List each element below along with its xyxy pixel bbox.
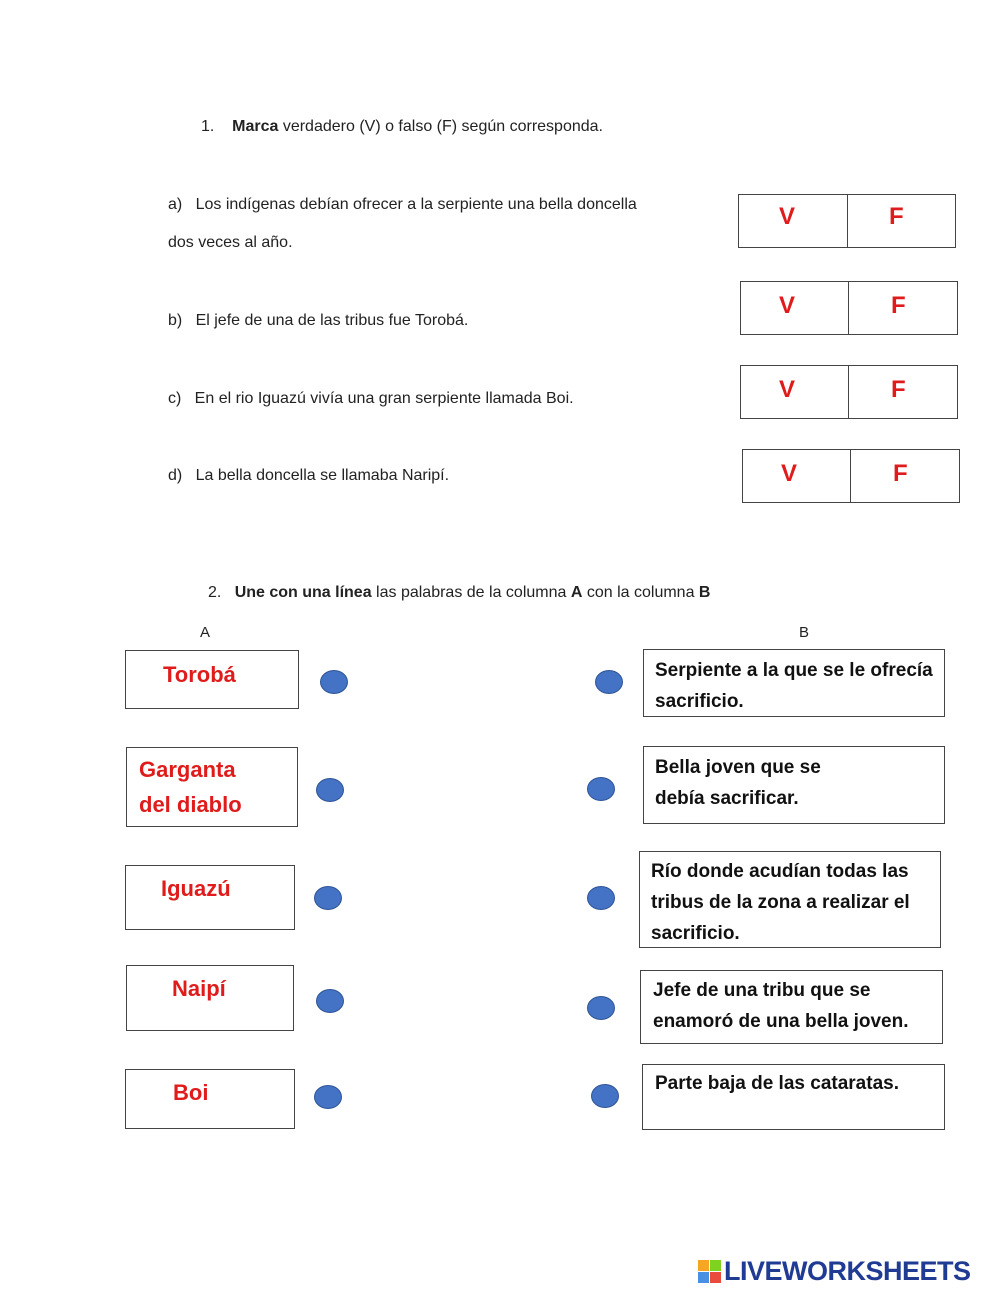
column-b-text: Río donde acudían todas las tribus de la zona a realizar el sacrificio.	[651, 861, 910, 944]
column-a-item	[126, 965, 294, 1031]
match-dot-a3[interactable]	[314, 886, 342, 910]
logo-text: LIVEWORKSHEETS	[724, 1255, 971, 1286]
column-b-text: Jefe de una tribu que se enamoró de una bella joven.	[653, 980, 909, 1032]
match-dot-b3[interactable]	[587, 886, 615, 910]
q1-rest: verdadero (V) o falso (F) según corresponda.	[278, 118, 603, 135]
q1-item-a-line2: dos veces al año.	[168, 234, 293, 251]
vf-box-c	[740, 365, 958, 419]
true-option-a[interactable]: V	[779, 203, 796, 230]
vf-divider	[848, 282, 849, 334]
column-b-item	[643, 649, 945, 717]
vf-box-d	[742, 449, 960, 503]
q1-item-a-letter: a)	[168, 196, 183, 213]
column-a-header: A	[200, 624, 211, 641]
q2-col-a-bold: A	[570, 584, 583, 601]
q1-item-c	[168, 390, 574, 408]
column-a-item	[125, 865, 295, 930]
match-dot-a4[interactable]	[316, 989, 344, 1013]
column-a-text: Garganta del diablo	[139, 757, 242, 817]
q1-bold-word: Marca	[232, 118, 279, 135]
liveworksheets-logo	[698, 1256, 971, 1286]
false-option-c[interactable]: F	[891, 376, 906, 403]
q1-item-d-letter: d)	[168, 467, 183, 484]
column-b-header: B	[799, 624, 810, 641]
column-b-item	[643, 746, 945, 824]
vf-divider	[847, 195, 848, 247]
q1-item-d	[168, 467, 449, 485]
false-option-d[interactable]: F	[893, 460, 908, 487]
match-dot-a1[interactable]	[320, 670, 348, 694]
match-dot-a2[interactable]	[316, 778, 344, 802]
q2-heading	[208, 584, 710, 602]
q1-item-b	[168, 312, 468, 330]
true-option-c[interactable]: V	[779, 376, 796, 403]
q1-item-a-text: Los indígenas debían ofrecer a la serpiente una bella doncella	[195, 196, 637, 213]
q1-item-b-letter: b)	[168, 312, 183, 329]
q2-col-b-bold: B	[698, 584, 711, 601]
q2-number: 2.	[208, 584, 222, 601]
q1-item-b-text: El jefe de una de las tribus fue Torobá.	[195, 312, 469, 329]
q1-item-d-text: La bella doncella se llamaba Naripí.	[195, 467, 450, 484]
q1-item-c-text: En el rio Iguazú vivía una gran serpiente llamada Boi.	[194, 390, 574, 407]
vf-divider	[848, 366, 849, 418]
false-option-b[interactable]: F	[891, 292, 906, 319]
match-dot-b5[interactable]	[591, 1084, 619, 1108]
vf-box-a	[738, 194, 956, 248]
match-dot-a5[interactable]	[314, 1085, 342, 1109]
q1-item-c-letter: c)	[168, 390, 182, 407]
q1-item-a-line1	[168, 196, 637, 214]
column-a-item	[125, 650, 299, 709]
column-b-item	[642, 1064, 945, 1130]
column-b-text: Serpiente a la que se le ofrecía sacrificio.	[655, 660, 933, 712]
match-dot-b4[interactable]	[587, 996, 615, 1020]
vf-box-b	[740, 281, 958, 335]
q1-number: 1.	[201, 118, 215, 135]
match-dot-b1[interactable]	[595, 670, 623, 694]
column-a-text: Torobá	[163, 662, 236, 687]
q2-mid2: con la columna	[582, 584, 699, 601]
column-b-text: Bella joven que se debía sacrificar.	[655, 757, 821, 809]
true-option-d[interactable]: V	[781, 460, 798, 487]
true-option-b[interactable]: V	[779, 292, 796, 319]
column-a-item	[125, 1069, 295, 1129]
column-b-item	[640, 970, 943, 1044]
false-option-a[interactable]: F	[889, 203, 904, 230]
q2-mid: las palabras de la columna	[371, 584, 571, 601]
logo-icon	[698, 1260, 721, 1283]
q1-heading	[201, 118, 603, 136]
column-b-text: Parte baja de las cataratas.	[655, 1073, 899, 1094]
column-a-text: Boi	[173, 1080, 209, 1105]
column-a-text: Naipí	[172, 976, 226, 1001]
match-dot-b2[interactable]	[587, 777, 615, 801]
column-a-item	[126, 747, 298, 827]
vf-divider	[850, 450, 851, 502]
q2-bold-phrase: Une con una línea	[234, 584, 372, 601]
column-b-item	[639, 851, 941, 948]
column-a-text: Iguazú	[161, 876, 231, 901]
